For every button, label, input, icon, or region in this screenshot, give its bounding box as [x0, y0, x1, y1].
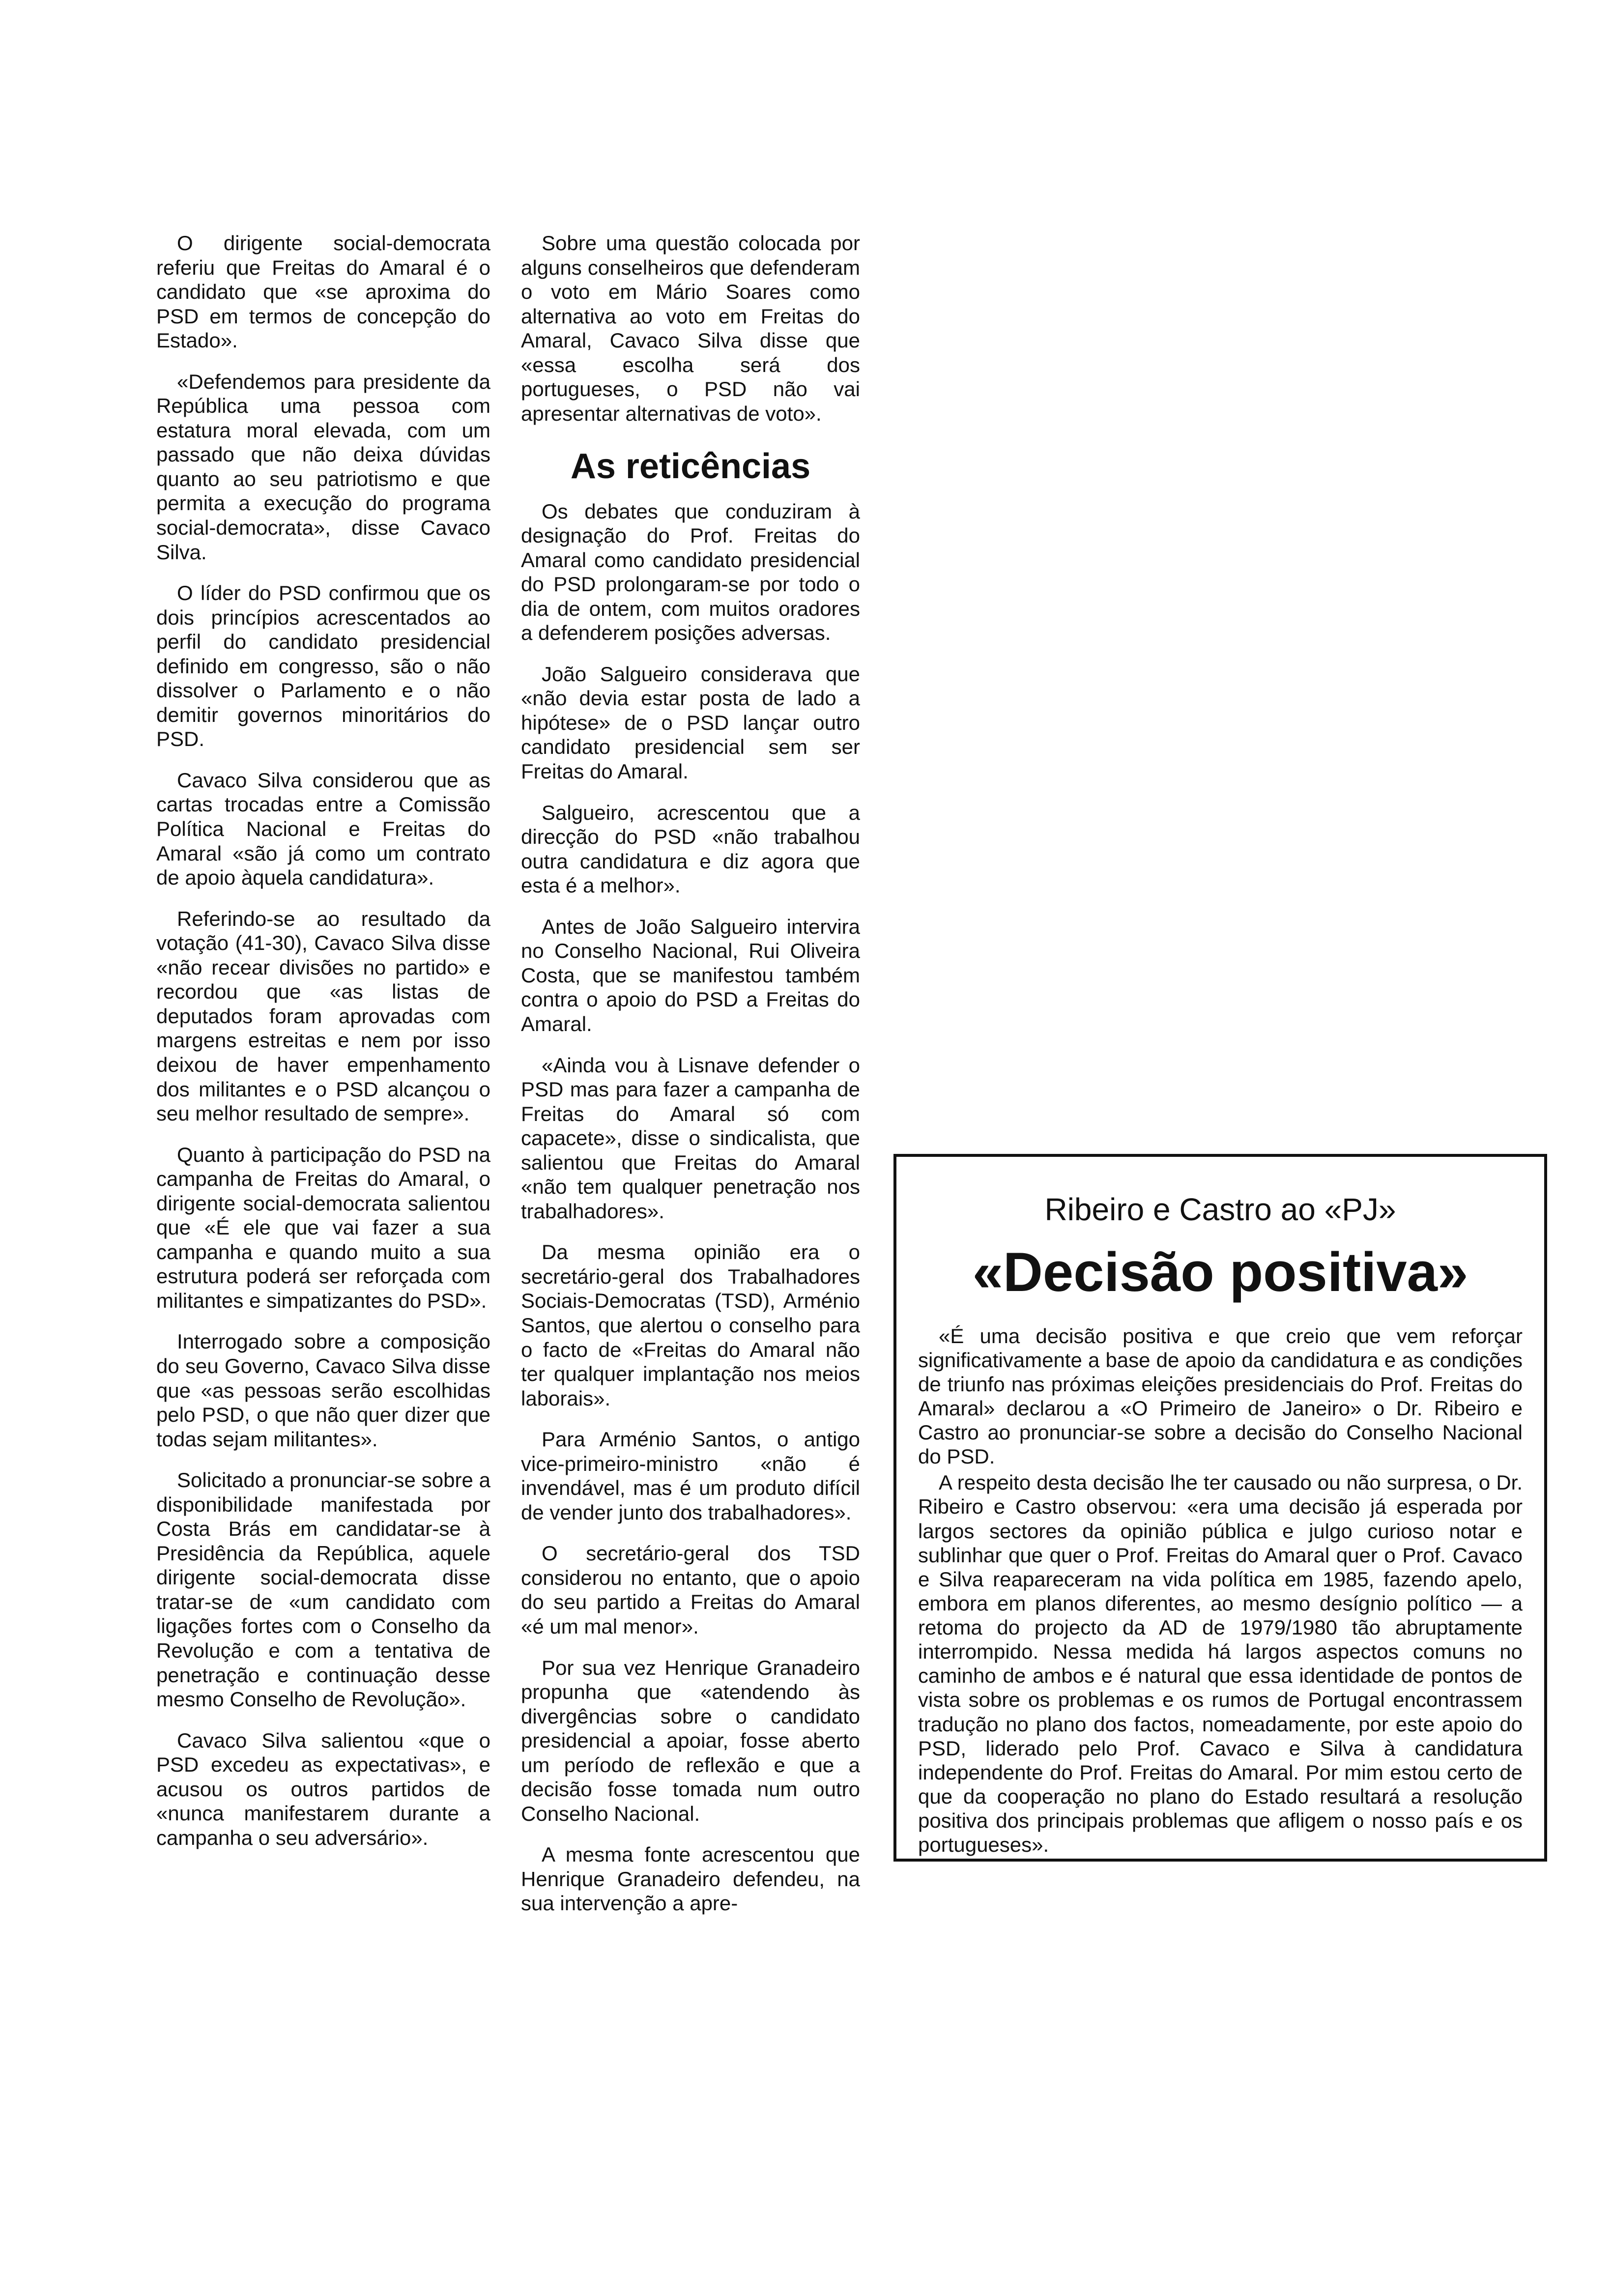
paragraph: Salgueiro, acrescentou que a direcção do PSD «não trabalhou outra candidatura e diz agora que esta é a melhor».: [521, 801, 860, 897]
paragraph: Solicitado a pronunciar-se sobre a disponibilidade manifestada por Costa Brás em candidatar-se à Presidência da República, aquele dirigente social-democrata disse tratar-se de «um candidato com ligações fortes com o Conselho da Revolução e com a tentativa de penetração e continuação desse mesmo Conselho de Revolução».: [156, 1468, 490, 1711]
paragraph: O dirigente social-democrata referiu que Freitas do Amaral é o candidato que «se aproxima do PSD em termos de concepção do Estado».: [156, 231, 490, 352]
paragraph: Os debates que conduziram à designação do Prof. Freitas do Amaral como candidato presidencial do PSD prolongaram-se por todo o dia de ontem, com muitos oradores a defenderem posições adversas.: [521, 499, 860, 645]
section-subhead: As reticências: [570, 447, 811, 487]
paragraph: Interrogado sobre a composição do seu Governo, Cavaco Silva disse que «as pessoas serão escolhidas pelo PSD, o que não quer dizer que todas sejam militantes».: [156, 1330, 490, 1451]
paragraph: O secretário-geral dos TSD considerou no entanto, que o apoio do seu partido a Freitas do Amaral «é um mal menor».: [521, 1542, 860, 1638]
sidebar-paragraph: A respeito desta decisão lhe ter causado ou não surpresa, o Dr. Ribeiro e Castro observou: «era uma decisão já esperada por largos sectores da opinião pública e julgo curioso notar e sublinhar que quer o Prof. Freitas do Amaral quer o Prof. Cavaco e Silva reapareceram na vida política em 1985, fazendo apelo, embora em planos diferentes, ao mesmo desígnio político — a retoma do projecto da AD de 1979/1980 tão abruptamente interrompido. Nessa medida há largos aspectos comuns no caminho de ambos e é natural que essa identidade de pontos de vista sobre os problemas e os rumos de Portugal encontrassem tradução no plano dos factos, nomeadamente, por este apoio do PSD, liderado pelo Prof. Cavaco e Silva à candidatura independente do Prof. Freitas do Amaral. Por mim estou certo de que da cooperação no plano do Estado resultará a resolução positiva dos principais problemas que afligem o nosso país e os portugueses».: [918, 1471, 1523, 1857]
sidebar-kicker: Ribeiro e Castro ao «PJ»: [1044, 1192, 1396, 1227]
paragraph: Quanto à participação do PSD na campanha de Freitas do Amaral, o dirigente social-democrata salientou que «É ele que vai fazer a sua campanha e quando muito a sua estrutura poderá ser reforçada com militantes e simpatizantes do PSD».: [156, 1143, 490, 1312]
sidebar-box: [893, 1154, 1547, 1862]
paragraph: Sobre uma questão colocada por alguns conselheiros que defenderam o voto em Mário Soares como alternativa ao voto em Freitas do Amaral, Cavaco Silva disse que «essa escolha será dos portugueses, o PSD não vai apresentar alternativas de voto».: [521, 231, 860, 425]
article-column-1: [156, 231, 490, 1866]
paragraph: «Ainda vou à Lisnave defender o PSD mas para fazer a campanha de Freitas do Amaral só com capacete», disse o sindicalista, que salientou que Freitas do Amaral «não tem qualquer penetração nos trabalhadores».: [521, 1053, 860, 1223]
paragraph: A mesma fonte acrescentou que Henrique Granadeiro defendeu, na sua intervenção a apre-: [521, 1843, 860, 1915]
paragraph: Cavaco Silva salientou «que o PSD excedeu as expectativas», e acusou os outros partidos de «nunca manifestarem durante a campanha o seu adversário».: [156, 1728, 490, 1849]
paragraph: Antes de João Salgueiro intervira no Conselho Nacional, Rui Oliveira Costa, que se manifestou também contra o apoio do PSD a Freitas do Amaral.: [521, 915, 860, 1035]
paragraph: João Salgueiro considerava que «não devia estar posta de lado a hipótese» de o PSD lançar outro candidato presidencial sem ser Freitas do Amaral.: [521, 662, 860, 783]
sidebar-paragraph: «É uma decisão positiva e que creio que vem reforçar significativamente a base de apoio da candidatura e as condições de triunfo nas próximas eleições presidenciais do Prof. Freitas do Amaral» declarou a «O Primeiro de Janeiro» o Dr. Ribeiro e Castro ao pronunciar-se sobre a decisão do Conselho Nacional do PSD.: [918, 1324, 1523, 1468]
paragraph: Para Arménio Santos, o antigo vice-primeiro-ministro «não é invendável, mas é um produto difícil de vender junto dos trabalhadores».: [521, 1428, 860, 1524]
paragraph: Cavaco Silva considerou que as cartas trocadas entre a Comissão Política Nacional e Freitas do Amaral «são já como um contrato de apoio àquela candidatura».: [156, 768, 490, 890]
paragraph: Da mesma opinião era o secretário-geral dos Trabalhadores Sociais-Democratas (TSD), Arménio Santos, que alertou o conselho para o facto de «Freitas do Amaral não ter qualquer implantação nos meios laborais».: [521, 1240, 860, 1410]
paragraph: O líder do PSD confirmou que os dois princípios acrescentados ao perfil do candidato presidencial definido em congresso, são o não dissolver o Parlamento e o não demitir governos minoritários do PSD.: [156, 581, 490, 751]
paragraph: Referindo-se ao resultado da votação (41-30), Cavaco Silva disse «não recear divisões no partido» e recordou que «as listas de deputados foram aprovadas com margens estreitas e nem por isso deixou de haver empenhamento dos militantes e o PSD alcançou o seu melhor resultado de sempre».: [156, 907, 490, 1125]
paragraph: «Defendemos para presidente da República uma pessoa com estatura moral elevada, com um passado que não deixa dúvidas quanto ao seu patriotismo e que permita a execução do programa social-democrata», disse Cavaco Silva.: [156, 370, 490, 564]
article-column-2: [521, 231, 860, 1932]
paragraph: Por sua vez Henrique Granadeiro propunha que «atendendo às divergências sobre o candidato presidencial a apoiar, fosse aberto um período de reflexão e que a decisão fosse tomada num outro Conselho Nacional.: [521, 1656, 860, 1825]
sidebar-headline: «Decisão positiva»: [972, 1241, 1468, 1303]
